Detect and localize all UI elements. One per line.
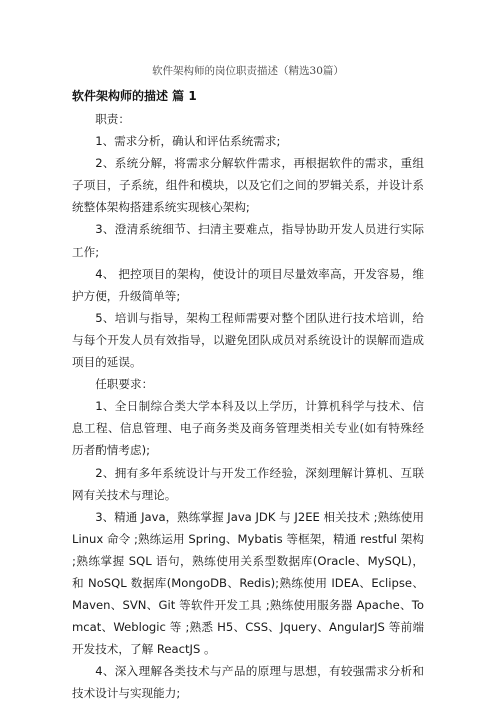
paragraph-requirement-4: 4、深入理解各类技术与产品的原理与思想，有较强需求分析和技术设计与实现能力; xyxy=(72,664,424,701)
paragraph-requirement-3: 3、精通 Java，熟练掌握 Java JDK 与 J2EE 相关技术 ;熟练使用 Linux 命令 ;熟练运用 Spring、Mybatis 等框架，精通 restful 架构 ;熟练掌握 SQL 语句，熟练使用关系型数据库(Oracle、MySQL)，和 NoSQL 数据库(MongoDB、Redis);熟练使用 IDEA、Eclipse、Maven、SVN、Git 等软件开发工具 ;熟练使用服务器 Apache、Tomcat、Weblogic 等 ;熟悉 H5、CSS、Jquery、AngularJS 等前端开发技术，了解 ReactJS 。 xyxy=(72,509,424,657)
paragraph-requirements-heading: 任职要求： xyxy=(95,377,154,392)
paragraph-duties-heading: 职责： xyxy=(95,112,130,126)
paragraph-duty-3: 3、澄清系统细节、扫清主要难点，指导协助开发人员进行实际工作; xyxy=(72,222,424,259)
document-body xyxy=(72,88,424,705)
section-title: 软件架构师的描述 篇 1 xyxy=(72,89,197,103)
document-header: 软件架构师的岗位职责描述（精选30篇） xyxy=(152,65,344,77)
paragraph-duty-1: 1、需求分析，确认和评估系统需求; xyxy=(95,134,281,149)
paragraph-requirement-1: 1、全日制综合类大学本科及以上学历，计算机科学与技术、信息工程、信息管理、电子商务类及商务管理类相关专业(如有特殊经历者酌情考虑); xyxy=(72,399,424,458)
paragraph-duty-5: 5、培训与指导，架构工程师需要对整个团队进行技术培训，给与每个开发人员有效指导，以避免团队成员对系统设计的误解而造成项目的延误。 xyxy=(72,310,424,370)
paragraph-duty-4: 4、 把控项目的架构，使设计的项目尽量效率高，开发容易，维护方便，升级简单等; xyxy=(72,266,424,303)
paragraph-duty-2: 2、系统分解，将需求分解软件需求，再根据软件的需求，重组子项目，子系统，组件和模块，以及它们之间的罗辑关系，并设计系统整体架构搭建系统实现核心架构; xyxy=(72,156,424,215)
paragraph-requirement-2: 2、拥有多年系统设计与开发工作经验，深刻理解计算机、互联网有关技术与理论。 xyxy=(72,465,424,502)
